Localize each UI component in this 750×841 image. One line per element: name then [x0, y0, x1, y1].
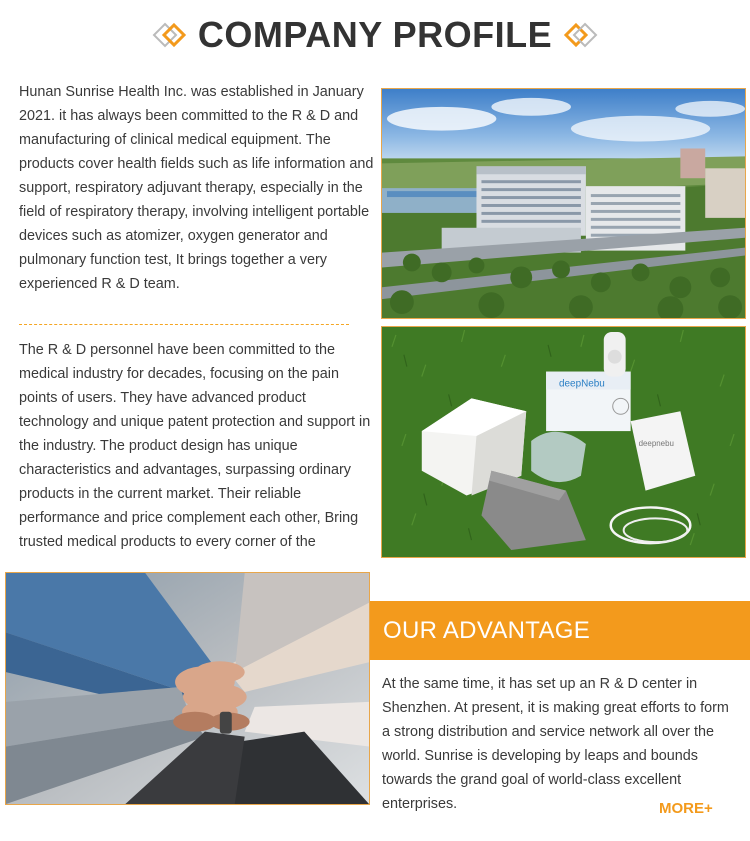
teamwork-hands-photo [5, 572, 370, 805]
product-box-brand: deepNebu [559, 378, 605, 390]
section-header [0, 12, 750, 58]
campus-aerial-photo [381, 88, 746, 319]
diamond-ornament-icon [152, 22, 188, 48]
profile-paragraph-1: Hunan Sunrise Health Inc. was established in January 2021. it has always been committed to the R & D and manufacturing of clinical medical equipment. The products cover health fields such as life information and support, respiratory adjuvant therapy, especially in the field of respiratory therapy, involving intelligent portable devices such as atomizer, oxygen generator and pulmonary function test, It brings together a very experienced R & D team. [19, 84, 374, 292]
advantage-text: At the same time, it has set up an R & D center in Shenzhen. At present, it is making great efforts to form a strong distribution and service network all over the world. Sunrise is developing by leaps and bounds towards the grand goal of world-class excellent enterprises. [382, 676, 729, 812]
dashed-divider [19, 324, 349, 325]
advantage-banner [370, 601, 750, 660]
profile-paragraph-2: The R & D personnel have been committed to the medical industry for decades, focusing on the pain points of users. They have advanced product technology and unique patent protection and support in the industry. The product design has unique characteristics and advantages, surpassing ordinary products in the current market. Their reliable performance and price complement each other, Bring trusted medical products to every corner of the [19, 342, 371, 550]
products-on-grass-photo [381, 326, 746, 558]
page-title: COMPANY PROFILE [197, 14, 553, 55]
pouch-brand-label: deepnebu [638, 438, 674, 448]
advantage-title: OUR ADVANTAGE [383, 616, 591, 644]
diamond-ornament-icon [562, 22, 598, 48]
more-link[interactable]: MORE+ [659, 800, 713, 817]
